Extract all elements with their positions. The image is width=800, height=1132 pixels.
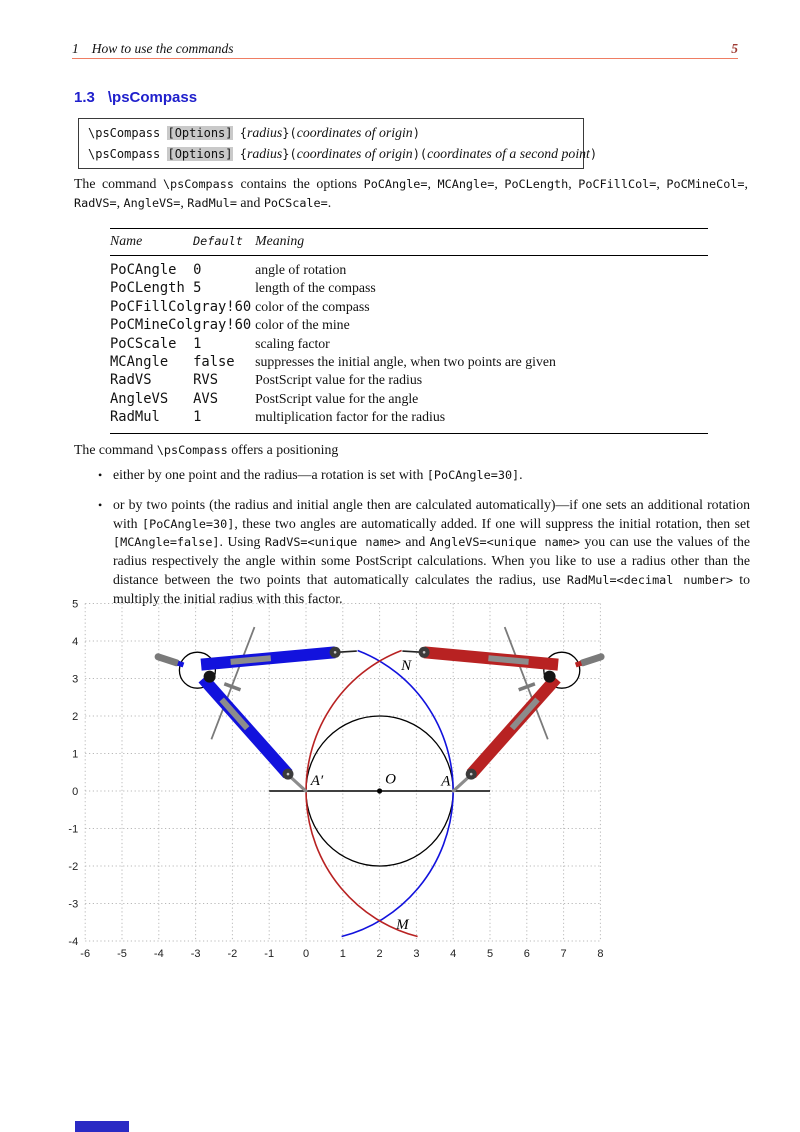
y-tick-label: 4 xyxy=(72,636,79,648)
table-cell: suppresses the initial angle, when two points are given xyxy=(255,354,556,370)
table-cell: PoCMineCol xyxy=(110,317,194,334)
table-header-row xyxy=(110,229,708,256)
table-row xyxy=(110,256,708,280)
x-tick-label: -2 xyxy=(227,948,238,960)
table-cell: AVS xyxy=(193,390,218,407)
header-title: How to use the commands xyxy=(91,41,234,56)
table-cell: RadVS xyxy=(110,372,152,389)
point-label: A′ xyxy=(310,772,324,789)
table-cell: PoCScale xyxy=(110,335,177,352)
compass-part xyxy=(453,776,470,792)
y-tick-label: 3 xyxy=(72,673,79,686)
compass-part xyxy=(158,657,176,663)
table-cell: PostScript value for the radius xyxy=(255,372,423,388)
table-cell: RadMul xyxy=(110,409,160,426)
x-tick-label: 2 xyxy=(376,948,383,960)
x-tick-label: 8 xyxy=(597,948,604,960)
param-table-body xyxy=(110,256,708,434)
compass-screw-center xyxy=(334,651,337,654)
compass-screw-center xyxy=(423,651,426,654)
page-number: 5 xyxy=(731,41,738,56)
compass-hinge-dot xyxy=(204,671,216,683)
column-header-default: Default xyxy=(193,234,243,248)
table-cell: color of the compass xyxy=(255,298,370,314)
compass-part xyxy=(231,658,271,662)
bullet-text: either by one point and the radius—a rotation is set with [PoCAngle=30]. xyxy=(113,467,523,482)
y-tick-label: -1 xyxy=(68,823,79,836)
page-header xyxy=(72,41,738,57)
table-cell: length of the compass xyxy=(255,280,376,296)
table-row xyxy=(110,353,708,371)
x-tick-label: -5 xyxy=(117,948,127,960)
y-tick-label: 5 xyxy=(72,598,79,611)
x-tick-label: -6 xyxy=(80,948,91,960)
header-left xyxy=(72,41,234,57)
table-cell: multiplication factor for the radius xyxy=(255,409,446,425)
x-tick-label: 0 xyxy=(302,948,310,960)
table-cell: PoCLength xyxy=(110,280,185,297)
section-title: \psCompass xyxy=(107,89,198,106)
bottom-page-fragment xyxy=(75,1121,129,1132)
column-header-meaning: Meaning xyxy=(255,233,305,248)
x-tick-label: 1 xyxy=(339,948,346,960)
point-label: A xyxy=(441,773,451,790)
y-tick-label: 1 xyxy=(72,748,79,761)
point-label: M xyxy=(396,917,409,934)
syntax-line-2: \psCompass [Options] {radius}(coordinates of origin)(coordinates of a second point) xyxy=(88,145,598,161)
header-section-number: 1 xyxy=(72,41,79,56)
syntax-box xyxy=(78,118,598,169)
compass-part xyxy=(178,663,184,665)
table-row xyxy=(110,316,708,334)
table-row xyxy=(110,408,708,433)
x-tick-label: 6 xyxy=(523,948,530,960)
x-tick-label: -1 xyxy=(264,948,275,960)
figure-svg xyxy=(55,585,625,965)
x-tick-label: -4 xyxy=(153,948,164,960)
parameter-table xyxy=(110,228,708,434)
table-row xyxy=(110,279,708,297)
point-label: N xyxy=(401,658,412,674)
x-tick-label: 4 xyxy=(450,948,457,960)
x-tick-label: 5 xyxy=(486,948,494,960)
x-tick-label: 7 xyxy=(560,948,567,960)
column-header-name: Name xyxy=(110,233,143,248)
compass-hinge-dot xyxy=(544,671,556,683)
table-cell: scaling factor xyxy=(255,335,330,351)
compass-part xyxy=(512,700,538,729)
intro-paragraph: The command \psCompass contains the options PoCAngle=, MCAngle=, PoCLength, PoCFillCol=, PoCMineCol=, RadVS=, AngleVS=, RadMul= and PoCScale=. xyxy=(74,176,748,210)
compass-screw-center xyxy=(470,773,473,776)
table-cell: PostScript value for the angle xyxy=(255,390,419,406)
table-cell: gray!60 xyxy=(193,317,252,334)
x-tick-label: -3 xyxy=(190,948,201,960)
list-item xyxy=(98,466,750,485)
bullet-icon: • xyxy=(98,468,103,482)
syntax-line-1: \psCompass [Options] {radius}(coordinates of origin) xyxy=(88,125,420,140)
blue-arc xyxy=(342,651,454,937)
table-cell: AngleVS xyxy=(110,390,169,407)
bullet-text: or by two points (the radius and initial angle then are calculated automatically)—if one sets an additional rotation with [PoCAngle=30], these two angles are automatically added. If one will suppress the initial rotation, then set [MCAngle=false]. Using RadVS=<unique name> and AngleVS=<unique name> you can use the values of the radius respectively the angle within some PostScript calculations. When you like to use a radius other than the distance between the two points that automatically calculates the radius, use RadMul=<decimal number> to multiply the initial radius with this factor. xyxy=(113,496,751,606)
table-cell: MCAngle xyxy=(110,354,169,371)
y-tick-label: -2 xyxy=(68,861,79,873)
x-tick-label: 3 xyxy=(413,948,420,960)
table-cell: angle of rotation xyxy=(255,262,347,277)
compass-part xyxy=(222,700,248,729)
section-heading xyxy=(74,89,197,106)
compass-part xyxy=(576,663,582,665)
y-tick-label: -3 xyxy=(68,898,79,911)
table-cell: PoCAngle xyxy=(110,262,177,278)
compass-part xyxy=(583,657,601,663)
table-row xyxy=(110,371,708,389)
red-arc xyxy=(306,651,418,937)
y-tick-label: -4 xyxy=(68,936,79,948)
compass-part xyxy=(488,658,528,662)
compass-screw-center xyxy=(287,773,290,776)
section-number: 1.3 xyxy=(74,89,95,106)
bullet-icon: • xyxy=(98,497,103,512)
table-cell: false xyxy=(193,354,235,371)
header-rule xyxy=(72,58,738,59)
table-row xyxy=(110,298,708,316)
table-row xyxy=(110,335,708,353)
point-label: O xyxy=(385,771,397,788)
table-cell: 1 xyxy=(193,335,202,352)
table-cell: RVS xyxy=(193,372,218,389)
table-row xyxy=(110,390,708,408)
table-cell: 1 xyxy=(193,409,202,426)
table-cell: 5 xyxy=(193,280,202,297)
y-tick-label: 0 xyxy=(72,786,79,798)
table-cell: 0 xyxy=(193,262,202,278)
table-cell: gray!60 xyxy=(193,298,252,315)
center-dot xyxy=(377,788,382,793)
positioning-paragraph: The command \psCompass offers a positioning xyxy=(74,442,339,457)
y-tick-label: 2 xyxy=(72,711,79,723)
table-cell: PoCFillCol xyxy=(110,298,194,315)
table-cell: color of the mine xyxy=(255,317,350,333)
compass-part xyxy=(289,776,306,792)
